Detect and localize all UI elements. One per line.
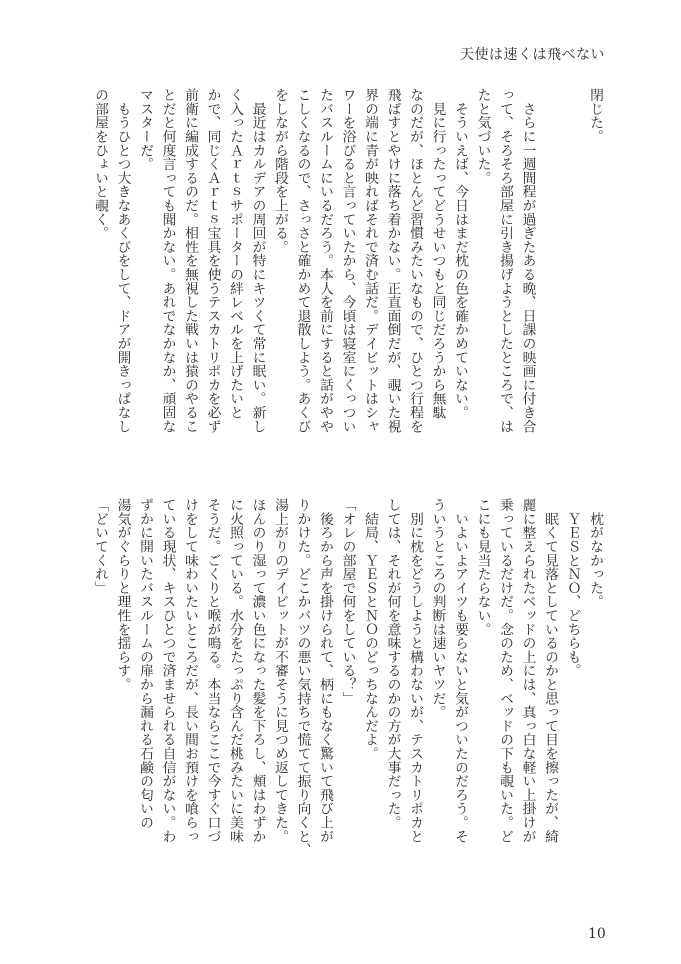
- text-line: ずかに開いたバスルームの扉から漏れる石鹸の匂いの: [137, 498, 153, 830]
- text-line: に火照っている。水分をたっぷり含んだ桃みたいに美味: [227, 498, 243, 843]
- text-line: 飛ばすとやけに落ち着かない。正直面倒だが、覗いた視: [384, 88, 401, 433]
- page-number: 10: [588, 926, 606, 942]
- text-block-top: [66, 88, 606, 460]
- text-line: 「オレの部屋で何をしている？」: [339, 498, 356, 705]
- text-line: とだと何度言っても聞かない。あれでなかなか、頑固な: [159, 88, 176, 433]
- text-line: く入ったＡｒｔｓサポーターの絆レベルを上げたいと: [227, 88, 243, 420]
- text-line: 見に行ったってどうせいつもと同じだろうから無駄: [429, 88, 446, 420]
- text-line: 別に枕をどうしようと構わないが、テスカトリポカと: [407, 498, 423, 843]
- text-line: 前衛に編成するのだ。相性を無視した戦いは猿のやるこ: [182, 88, 198, 433]
- text-line: こしくなるので、さっさと確かめて退散しよう。あくび: [294, 88, 311, 433]
- text-line: ういうところの判断は速いヤツだ。: [429, 498, 446, 719]
- text-line: って、そろそろ部屋に引き揚げようとしたところで、は: [497, 88, 513, 433]
- text-line: 麗に整えられたベッドの上には、真っ白な軽い上掛けが: [519, 498, 536, 843]
- text-line: りかけた。どこかバツの悪い気持ちで慌てて振り向くと、: [294, 498, 311, 857]
- text-line: しては、それが何を意味するのかの方が大事だった。: [384, 498, 401, 830]
- text-line: ほんのり湿って濃い色になった髪を下ろし、頬はわずか: [249, 498, 266, 843]
- text-line: そういえば、今日はまだ枕の色を確かめていない。: [452, 88, 468, 420]
- text-line: マスターだ。: [137, 88, 153, 171]
- text-line: 「どいてくれ」: [92, 498, 108, 595]
- text-block-bottom: [66, 498, 606, 870]
- text-line: ワーを浴びると言っていたから、今頃は寝室にくっつい: [339, 88, 356, 433]
- text-line: 湯気がぐらりと理性を揺らす。: [114, 498, 131, 692]
- text-line: たと気づいた。: [474, 88, 491, 185]
- text-line: をしながら階段を上がる。: [272, 88, 288, 254]
- running-header-title: 天使は速くは飛べない: [460, 47, 605, 63]
- text-line: 眠くて見落としているのかと思って目を擦ったが、綺: [542, 498, 558, 843]
- text-line: けをして味わいたいところだが、長い間お預けを喰らっ: [182, 498, 198, 843]
- text-line: 最近はカルデアの周回が特にキツくて常に眠い。新し: [249, 88, 266, 433]
- text-line: 閉じた。: [587, 88, 603, 144]
- text-line: いよいよアイツも要らないと気がついたのだろう。そ: [452, 498, 468, 843]
- text-line: の部屋をひょいと覗く。: [92, 88, 108, 240]
- text-line: ＹＥＳとＮＯ、どちらも。: [564, 498, 581, 678]
- text-line: もうひとつ大きなあくびをして、ドアが開きっぱなし: [114, 88, 131, 433]
- text-line: なのだが、ほとんど習慣みたいなもので、ひとつ行程を: [407, 88, 423, 433]
- text-line: ている現状、キスひとつで済ませられる自信がない。わ: [159, 498, 176, 843]
- text-line: 枕がなかった。: [587, 498, 603, 609]
- text-line: 界の端に青が映ればそれで済む話だ。デイビットはシャ: [362, 88, 378, 433]
- text-line: 結局、ＹＥＳとＮＯのどっちなんだよ。: [362, 498, 378, 761]
- text-line: 乗っているだけだ。念のため、ベッドの下も覗いた。ど: [497, 498, 513, 843]
- text-line: かで、同じくＡｒｔｓ宝具を使うテスカトリポカを必ず: [204, 88, 221, 433]
- text-line: 湯上がりのデイビットが不審そうに見つめ返してきた。: [272, 498, 288, 843]
- text-line: 後ろから声を掛けられて、柄にもなく驚いて飛び上が: [317, 498, 333, 843]
- text-line: こにも見当たらない。: [474, 498, 491, 636]
- text-line: さらに一週間程が過ぎたある晩、日課の映画に付き合: [519, 88, 536, 433]
- text-line: たバスルームにいるだろう。本人を前にすると話がやや: [317, 88, 333, 433]
- text-line: そうだ。ごくりと喉が鳴る。本当ならここで今すぐ口づ: [204, 498, 221, 843]
